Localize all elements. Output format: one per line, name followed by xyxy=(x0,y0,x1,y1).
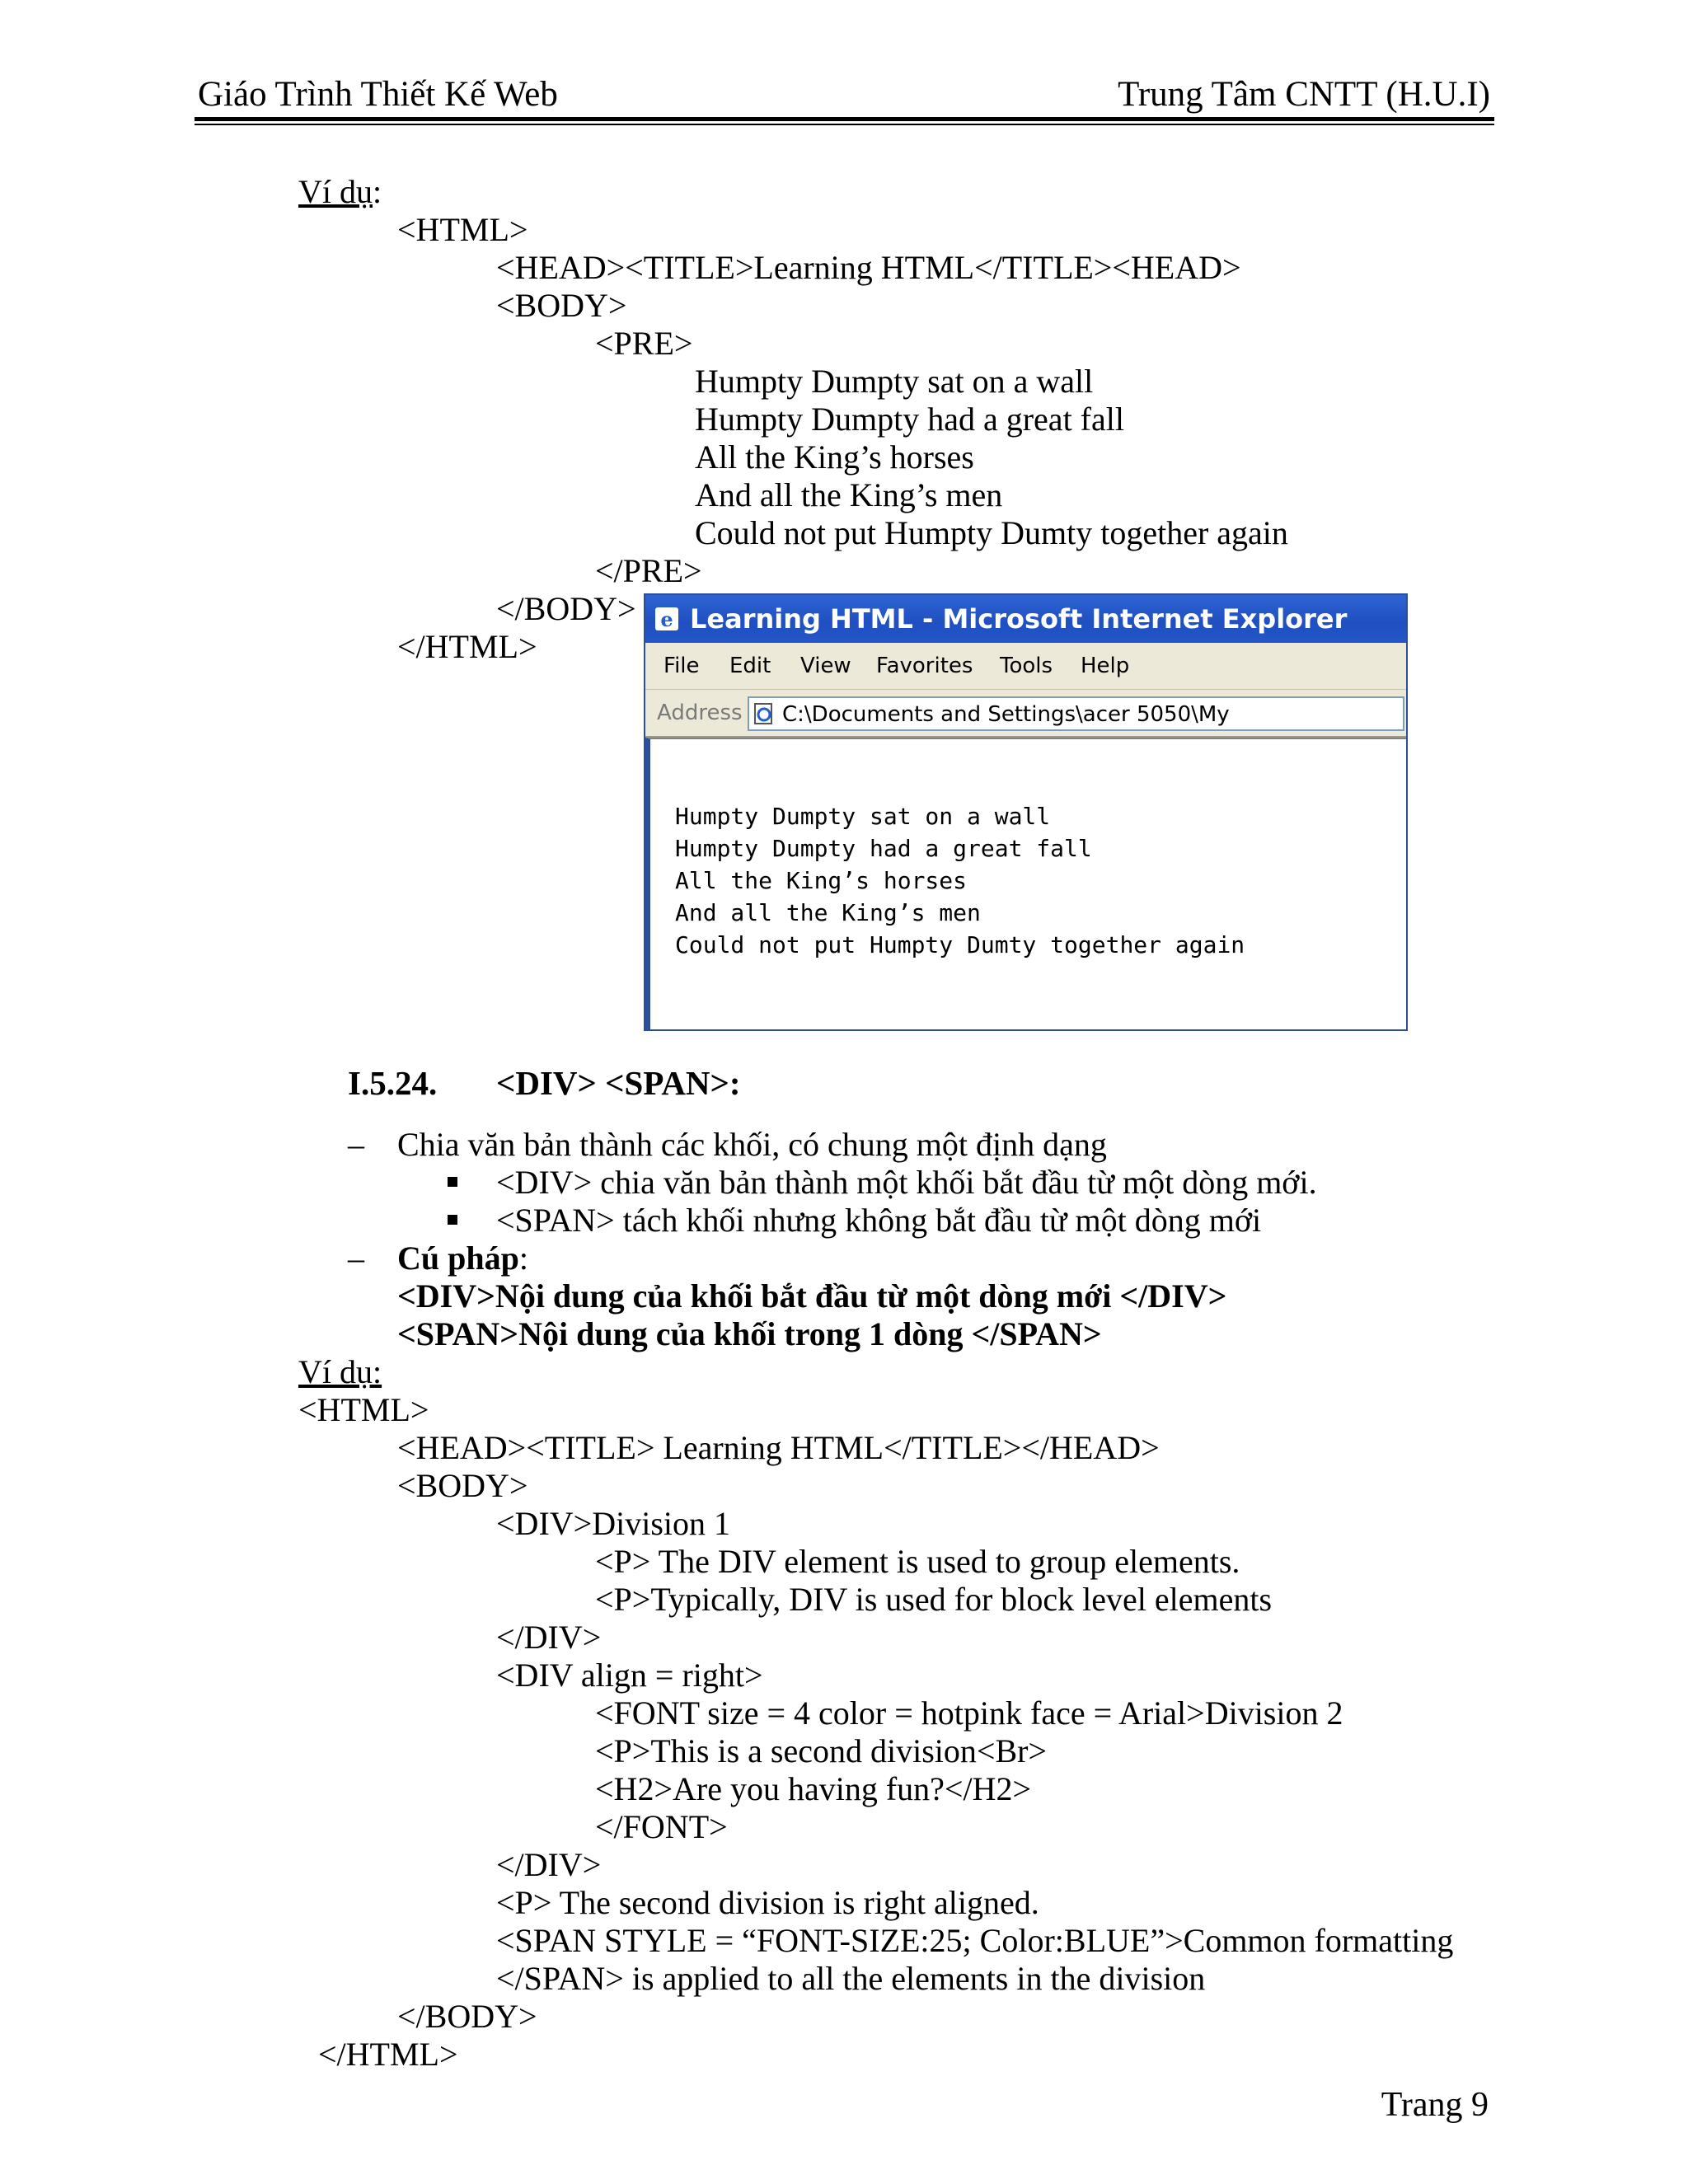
section-number: I.5.24. xyxy=(348,1064,438,1102)
pre-line: Humpty Dumpty sat on a wall xyxy=(675,803,1051,830)
bullet-item: Chia văn bản thành các khối, có chung một định dạng xyxy=(397,1126,1107,1163)
syntax-label: Cú pháp: xyxy=(397,1240,528,1277)
header-left: Giáo Trình Thiết Kế Web xyxy=(198,75,558,114)
section-title: <DIV> <SPAN>: xyxy=(496,1064,741,1102)
pre-line: Could not put Humpty Dumty together again xyxy=(675,931,1245,958)
code-line: <BODY> xyxy=(397,1467,528,1504)
code-line: </BODY> xyxy=(397,1998,537,2035)
syntax-line: <DIV>Nội dung của khối bắt đầu từ một dòng mới </DIV> xyxy=(397,1277,1227,1315)
svg-text:e: e xyxy=(660,607,673,631)
code-line: </SPAN> is applied to all the elements in the division xyxy=(496,1960,1206,1997)
address-label: Address xyxy=(657,701,743,725)
code-line: <HTML> xyxy=(397,211,528,248)
code-line: <BODY> xyxy=(496,287,627,324)
pre-line: All the King’s horses xyxy=(675,867,968,894)
code-line: <DIV align = right> xyxy=(496,1657,763,1694)
code-line: Humpty Dumpty sat on a wall xyxy=(695,363,1094,400)
code-line: </DIV> xyxy=(496,1619,602,1656)
code-line: <HTML> xyxy=(298,1391,429,1428)
syntax-line: <SPAN>Nội dung của khối trong 1 dòng </SPAN> xyxy=(397,1315,1102,1352)
code-line: <FONT size = 4 color = hotpink face = Arial>Division 2 xyxy=(595,1694,1343,1732)
address-input[interactable] xyxy=(748,696,1404,731)
code-line: Could not put Humpty Dumty together again xyxy=(695,514,1288,551)
browser-window xyxy=(644,593,1408,1031)
code-line: All the King’s horses xyxy=(695,438,974,476)
code-line: Humpty Dumpty had a great fall xyxy=(695,401,1124,438)
square-bullet-icon xyxy=(448,1215,457,1225)
address-value: C:\Documents and Settings\acer 5050\My xyxy=(782,702,1230,727)
code-line: </FONT> xyxy=(595,1808,728,1845)
menu-edit[interactable]: Edit xyxy=(729,654,771,678)
code-line: <P>This is a second division<Br> xyxy=(595,1732,1048,1769)
code-line: </HTML> xyxy=(318,2036,458,2073)
browser-menu-bar xyxy=(645,643,1406,690)
code-line: <P> The DIV element is used to group elements. xyxy=(595,1543,1240,1580)
header-right: Trung Tâm CNTT (H.U.I) xyxy=(1118,75,1490,114)
browser-content xyxy=(645,738,1406,1029)
code-line: <DIV>Division 1 xyxy=(496,1505,731,1542)
menu-help[interactable]: Help xyxy=(1081,654,1130,678)
bullet-subitem: <SPAN> tách khối nhưng không bắt đầu từ một dòng mới xyxy=(496,1202,1262,1239)
page-number: Trang 9 xyxy=(1381,2086,1489,2124)
ie-logo-icon xyxy=(654,606,680,632)
menu-view[interactable]: View xyxy=(800,654,851,678)
code-line: <HEAD><TITLE> Learning HTML</TITLE></HEAD> xyxy=(397,1429,1160,1466)
bullet-subitem: <DIV> chia văn bản thành một khối bắt đầu từ một dòng mới. xyxy=(496,1164,1317,1201)
browser-title: Learning HTML - Microsoft Internet Explorer xyxy=(690,603,1348,635)
dash-icon: – xyxy=(348,1240,364,1277)
browser-title-bar xyxy=(645,595,1406,643)
pre-line: Humpty Dumpty had a great fall xyxy=(675,835,1092,862)
menu-tools[interactable]: Tools xyxy=(1000,654,1053,678)
code-line: <HEAD><TITLE>Learning HTML</TITLE><HEAD> xyxy=(496,249,1241,286)
code-line: <P> The second division is right aligned. xyxy=(496,1884,1039,1921)
header-rule xyxy=(195,117,1494,121)
code-line: </PRE> xyxy=(595,552,702,589)
dash-icon: – xyxy=(348,1126,364,1163)
menu-file[interactable]: File xyxy=(663,654,700,678)
header-rule-thin xyxy=(195,124,1494,125)
code-line: </HTML> xyxy=(397,628,537,665)
code-line: <SPAN STYLE = “FONT-SIZE:25; Color:BLUE”>Common formatting xyxy=(496,1922,1454,1959)
example2-label: Ví dụ: xyxy=(298,1353,382,1390)
address-bar xyxy=(645,690,1406,738)
code-line: <P>Typically, DIV is used for block level elements xyxy=(595,1581,1273,1618)
code-line: </DIV> xyxy=(496,1846,602,1883)
code-line: <PRE> xyxy=(595,325,693,362)
page-icon xyxy=(753,702,776,725)
pre-line: And all the King’s men xyxy=(675,899,981,926)
code-line: And all the King’s men xyxy=(695,476,1003,513)
code-line: <H2>Are you having fun?</H2> xyxy=(595,1770,1032,1807)
square-bullet-icon xyxy=(448,1177,457,1187)
code-line: </BODY> xyxy=(496,590,636,627)
example1-label: Ví dụ: xyxy=(298,173,382,210)
menu-favorites[interactable]: Favorites xyxy=(876,654,973,678)
